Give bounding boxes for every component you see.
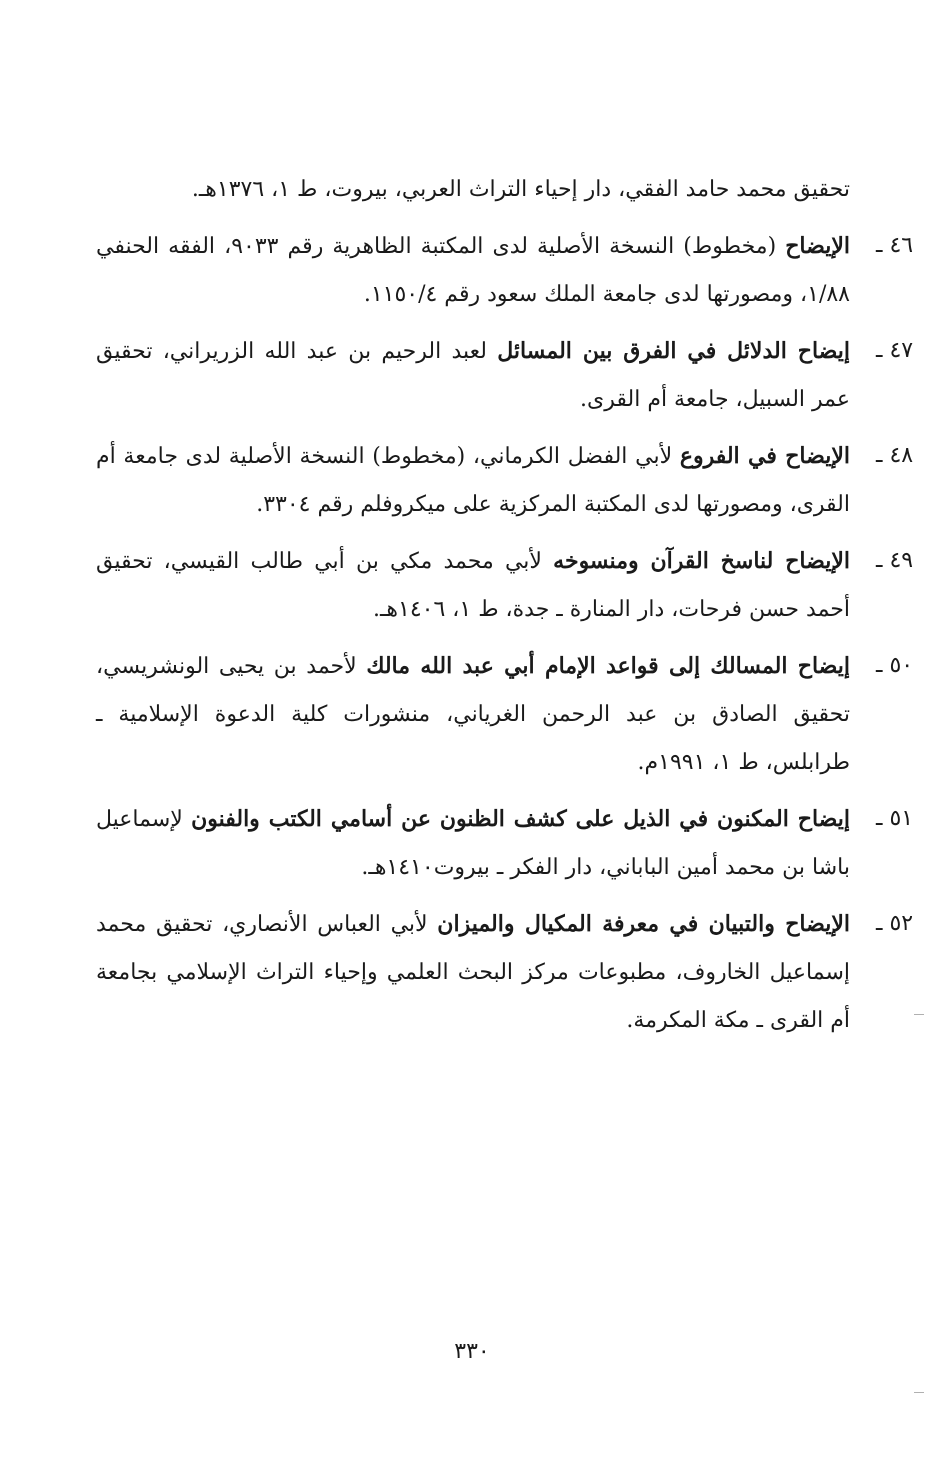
bibliography-entry bbox=[96, 642, 914, 787]
entry-title: إيضاح الدلائل في الفرق بين المسائل bbox=[497, 338, 850, 364]
entry-details: (مخطوط) النسخة الأصلية لدى المكتبة الظاهرية رقم ٩٠٣٣، الفقه الحنفي ١/٨٨، ومصورتها لدى جامعة الملك سعود رقم ١١٥٠/٤. bbox=[96, 234, 850, 307]
entry-title: إيضاح المكنون في الذيل على كشف الظنون عن أسامي الكتب والفنون bbox=[191, 806, 850, 832]
page-number: ٣٣٠ bbox=[454, 1339, 490, 1364]
entry-number: ٥٢ ـ bbox=[876, 911, 914, 936]
entry-details: لأبي العباس الأنصاري، تحقيق محمد إسماعيل الخاروف، مطبوعات مركز البحث العلمي وإحياء التراث الإسلامي بجامعة أم القرى ـ مكة المكرمة. bbox=[96, 912, 850, 1033]
bibliography-entry bbox=[96, 900, 914, 1045]
entry-title: الإيضاح لناسخ القرآن ومنسوخه bbox=[553, 548, 850, 574]
entry-title: الإيضاح bbox=[785, 233, 850, 259]
entry-title: إيضاح المسالك إلى قواعد الإمام أبي عبد الله مالك bbox=[366, 653, 851, 679]
entry-number: ٤٩ ـ bbox=[876, 548, 914, 573]
entry-title: الإيضاح في الفروع bbox=[679, 443, 850, 469]
entry-details: لإسماعيل باشا بن محمد أمين الباباني، دار الفكر ـ بيروت١٤١٠هـ. bbox=[96, 807, 850, 880]
entry-number: ٤٨ ـ bbox=[876, 443, 914, 468]
entry-number: ٥٠ ـ bbox=[876, 653, 914, 678]
bibliography-entry bbox=[96, 222, 914, 319]
entry-details: لأبي الفضل الكرماني، (مخطوط) النسخة الأصلية لدى جامعة أم القرى، ومصورتها لدى المكتبة المركزية على ميكروفلم رقم ٣٣٠٤. bbox=[96, 444, 850, 517]
bibliography-entry bbox=[96, 795, 914, 892]
bibliography-entry bbox=[96, 537, 914, 634]
bibliography-entry bbox=[96, 432, 914, 529]
bibliography-list bbox=[96, 166, 914, 1045]
entry-number: ٥١ ـ bbox=[876, 806, 914, 831]
entry-title: الإيضاح والتبيان في معرفة المكيال والميزان bbox=[437, 911, 850, 937]
entry-number: ٤٧ ـ bbox=[876, 338, 914, 363]
entry-details: لعبد الرحيم بن عبد الله الزريراني، تحقيق عمر السبيل، جامعة أم القرى. bbox=[96, 339, 850, 412]
margin-mark bbox=[914, 1014, 924, 1015]
entry-details: لأحمد بن يحيى الونشريسي، تحقيق الصادق بن عبد الرحمن الغرياني، منشورات كلية الدعوة الإسلامية ـ طرابلس، ط ١، ١٩٩١م. bbox=[96, 654, 850, 775]
continued-entry-text: تحقيق محمد حامد الفقي، دار إحياء التراث العربي، بيروت، ط ١، ١٣٧٦هـ. bbox=[191, 177, 850, 202]
entry-number: ٤٦ ـ bbox=[876, 233, 914, 258]
bibliography-entry bbox=[96, 327, 914, 424]
entry-details: لأبي محمد مكي بن أبي طالب القيسي، تحقيق أحمد حسن فرحات، دار المنارة ـ جدة، ط ١، ١٤٠٦هـ. bbox=[96, 549, 850, 622]
margin-mark bbox=[914, 1392, 924, 1393]
